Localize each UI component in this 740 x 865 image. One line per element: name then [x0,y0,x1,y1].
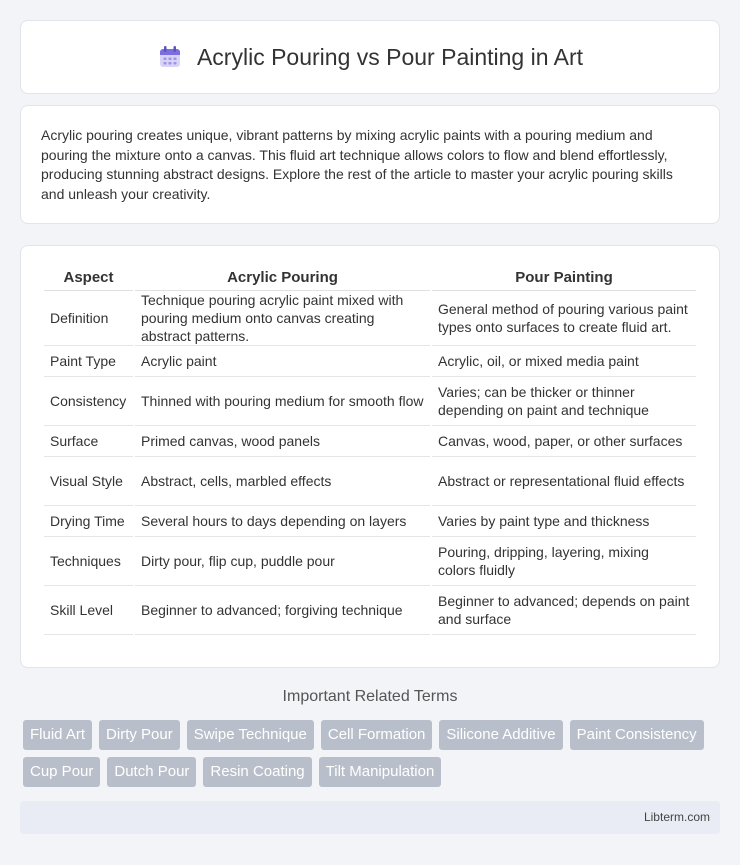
related-tags [23,720,723,787]
cell-pour: Pouring, dripping, layering, mixing colors fluidly [432,537,696,586]
tag-cell-formation[interactable]: Cell Formation [321,720,433,750]
tag-dutch-pour[interactable]: Dutch Pour [107,757,196,787]
cell-acrylic: Several hours to days depending on layers [135,506,430,537]
cell-aspect: Visual Style [44,457,133,506]
table-row [44,586,696,635]
table-row [44,346,696,377]
tag-silicone-additive[interactable]: Silicone Additive [439,720,562,750]
cell-pour: Acrylic, oil, or mixed media paint [432,346,696,377]
cell-aspect: Skill Level [44,586,133,635]
cell-acrylic: Abstract, cells, marbled effects [135,457,430,506]
cell-pour: Beginner to advanced; depends on paint and surface [432,586,696,635]
table-row [44,426,696,457]
cell-aspect: Consistency [44,377,133,426]
related-terms-heading: Important Related Terms [282,688,458,705]
footer-site-link[interactable]: Libterm.com [643,810,710,824]
cell-pour: Varies; can be thicker or thinner depending on paint and technique [432,377,696,426]
page-title: Acrylic Pouring vs Pour Painting in Art [196,43,584,70]
tag-fluid-art[interactable]: Fluid Art [23,720,92,750]
title-card [20,20,720,94]
cell-aspect: Surface [44,426,133,457]
cell-pour: Abstract or representational fluid effects [432,457,696,506]
footer [20,801,720,834]
table-row [44,506,696,537]
cell-acrylic: Acrylic paint [135,346,430,377]
cell-aspect: Techniques [44,537,133,586]
calendar-icon [157,44,183,70]
table-header-row [44,266,696,291]
intro-text: Acrylic pouring creates unique, vibrant patterns by mixing acrylic paints with a pouring medium and pouring the mixture onto a canvas. This fluid art technique allows colors to flow and blend effortlessly, producing stunning abstract designs. Explore the rest of the article to master your acrylic pouring skills and unleash your creativity. [41,127,673,202]
cell-aspect: Paint Type [44,346,133,377]
cell-aspect: Definition [44,291,133,346]
comparison-card [20,245,720,668]
cell-pour: Varies by paint type and thickness [432,506,696,537]
header-acrylic-pouring: Acrylic Pouring [135,266,430,291]
cell-acrylic: Technique pouring acrylic paint mixed with pouring medium onto canvas creating abstract patterns. [135,291,430,346]
tag-swipe-technique[interactable]: Swipe Technique [187,720,314,750]
cell-pour: General method of pouring various paint types onto surfaces to create fluid art. [432,291,696,346]
intro-card [20,105,720,224]
tag-tilt-manipulation[interactable]: Tilt Manipulation [319,757,442,787]
cell-acrylic: Dirty pour, flip cup, puddle pour [135,537,430,586]
tag-paint-consistency[interactable]: Paint Consistency [570,720,704,750]
table-row [44,377,696,426]
tag-resin-coating[interactable]: Resin Coating [203,757,311,787]
cell-acrylic: Thinned with pouring medium for smooth flow [135,377,430,426]
cell-aspect: Drying Time [44,506,133,537]
header-aspect: Aspect [44,266,133,291]
cell-pour: Canvas, wood, paper, or other surfaces [432,426,696,457]
cell-acrylic: Beginner to advanced; forgiving technique [135,586,430,635]
header-pour-painting: Pour Painting [432,266,696,291]
tag-dirty-pour[interactable]: Dirty Pour [99,720,180,750]
comparison-table [42,266,698,635]
tag-cup-pour[interactable]: Cup Pour [23,757,100,787]
table-row [44,457,696,506]
table-row [44,291,696,346]
table-row [44,537,696,586]
cell-acrylic: Primed canvas, wood panels [135,426,430,457]
